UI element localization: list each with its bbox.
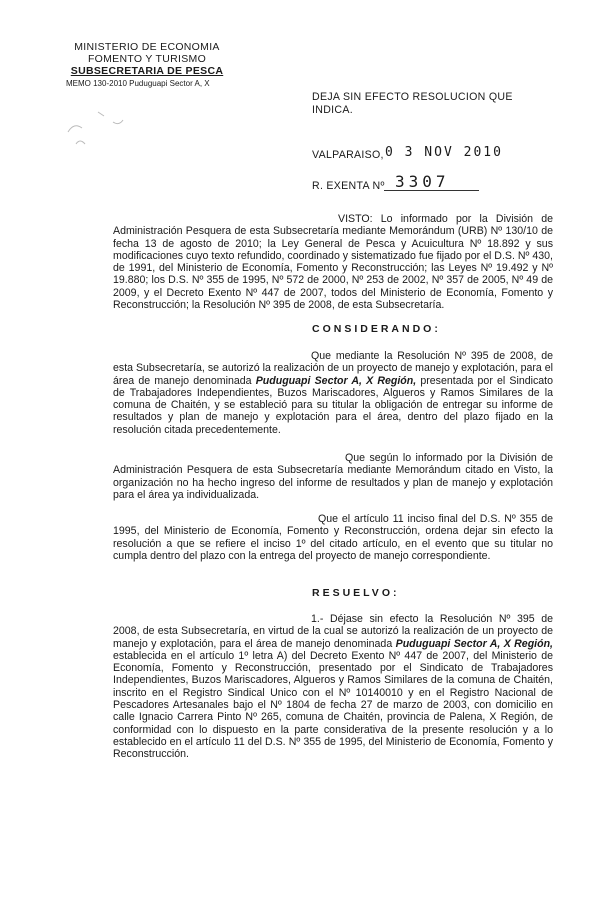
considerando-heading: CONSIDERANDO: — [312, 323, 441, 335]
seal-stamp-mark — [58, 92, 148, 152]
resuelvo-1-text-a: 1.- Déjase sin efecto la Resolución Nº 395 de 2008, de esta Subsecretaría, en virtud de la cual se autorizó la realización de un proyecto de manejo y explotación, para el área de manejo denominada — [113, 613, 553, 650]
visto-text: Lo informado por la División de Administración Pesquera de esta Subsecretaría mediante Memorándum (URB) Nº 130/10 de fecha 13 de agosto de 2010; la Ley General de Pesca y Acuicultura Nº 18.892 y sus modificaciones cuyo texto refundido, coordinado y sistematizado fue fijado por el D.S. Nº 430, de 1991, del Ministerio de Economía, Fomento y Reconstrucción; las Leyes Nº 19.492 y Nº 19.880; los D.S. Nº 355 de 1995, Nº 572 de 2000, Nº 253 de 2002, Nº 357 de 2005, Nº 49 de 2009, y el Decreto Exento Nº 447 de 2007, todos del Ministerio de Economía, Fomento y Reconstrucción; la Resolución Nº 395 de 2008, de esta Subsecretaría. — [113, 213, 553, 312]
visto-paragraph — [113, 213, 553, 311]
resuelvo-heading: RESUELVO: — [312, 587, 400, 599]
ministry-name: MINISTERIO DE ECONOMIA — [74, 41, 220, 53]
resolution-number-underline — [384, 190, 479, 191]
considerando-paragraph-3 — [113, 513, 553, 562]
resolution-label: R. EXENTA Nº — [312, 180, 385, 192]
resolution-number-stamp: 3307 — [395, 172, 450, 191]
considerando-paragraph-2 — [113, 452, 553, 501]
considerando-2-text: Que según lo informado por la División de Administración Pesquera de esta Subsecretaría mediante Memorándum citado en Visto, la organización no ha hecho ingreso del informe de resultados y plan de manejo y explotación para el área ya individualizada. — [113, 452, 553, 501]
considerando-paragraph-1 — [113, 350, 553, 436]
place-label: VALPARAISO, — [312, 149, 384, 161]
resuelvo-1-area-name: Puduguapi Sector A, X Región, — [395, 637, 553, 650]
resuelvo-paragraph-1 — [113, 613, 553, 761]
ministry-header — [62, 41, 232, 77]
considerando-1-area-name: Puduguapi Sector A, X Región, — [255, 374, 417, 387]
subsecretaria-name: SUBSECRETARIA DE PESCA — [70, 65, 224, 77]
subject-block — [312, 91, 513, 117]
date-stamp: 0 3 NOV 2010 — [385, 145, 503, 160]
subject-line-1: DEJA SIN EFECTO RESOLUCION QUE — [312, 91, 513, 103]
visto-lead: VISTO: — [338, 213, 373, 225]
considerando-3-text: Que el artículo 11 inciso final del D.S. Nº 355 de 1995, del Ministerio de Economía, Fomento y Reconstrucción, ordena dejar sin efecto la resolución a que se refiere el inciso 1º del citado artículo, en el evento que su titular no cumpla dentro del plazo con la entrega del proyecto de manejo correspondiente. — [113, 513, 553, 562]
memo-reference: MEMO 130-2010 Puduguapi Sector A, X — [66, 79, 210, 88]
considerando-1-text-a: Que mediante la Resolución Nº 395 de 2008, de esta Subsecretaría, se autorizó la realización de un proyecto de manejo y explotación, para el área de manejo denominada — [113, 350, 553, 387]
resuelvo-1-text-b: establecida en el artículo 1º letra A) del Decreto Exento Nº 447 de 2007, del Ministerio de Economía, Fomento y Reconstrucción, presentado por el Sindicato de Trabajadores Independientes, Buzos Mariscadores, Algueros y Ramos Similares de la comuna de Chaitén, inscrito en el Registro Sindical Unico con el Nº 10140010 y en el Registro Nacional de Pescadores Artesanales bajo el Nº 1804 de fecha 27 de marzo de 2003, con domicilio en calle Ignacio Carrera Pinto Nº 265, comuna de Chaitén, provincia de Palena, X Región, de conformidad con lo dispuesto en la parte considerativa de la presente resolución y a lo establecido en el artículo 11 del D.S. Nº 355 de 1995, del Ministerio de Economía, Fomento y Reconstrucción. — [113, 649, 553, 761]
subject-line-2: INDICA. — [312, 104, 353, 116]
ministry-subtitle: FOMENTO Y TURISMO — [87, 53, 207, 65]
considerando-1-text-b: presentada por el Sindicato de Trabajadores Independientes, Buzos Mariscadores, Algueros y Ramos Similares de la comuna de Chaitén, y se estableció para su titular la obligación de entregar su informe de resultados y plan de manejo y explotación para el área, dentro del plazo fijado en la resolución citada precedentemente. — [113, 374, 553, 436]
